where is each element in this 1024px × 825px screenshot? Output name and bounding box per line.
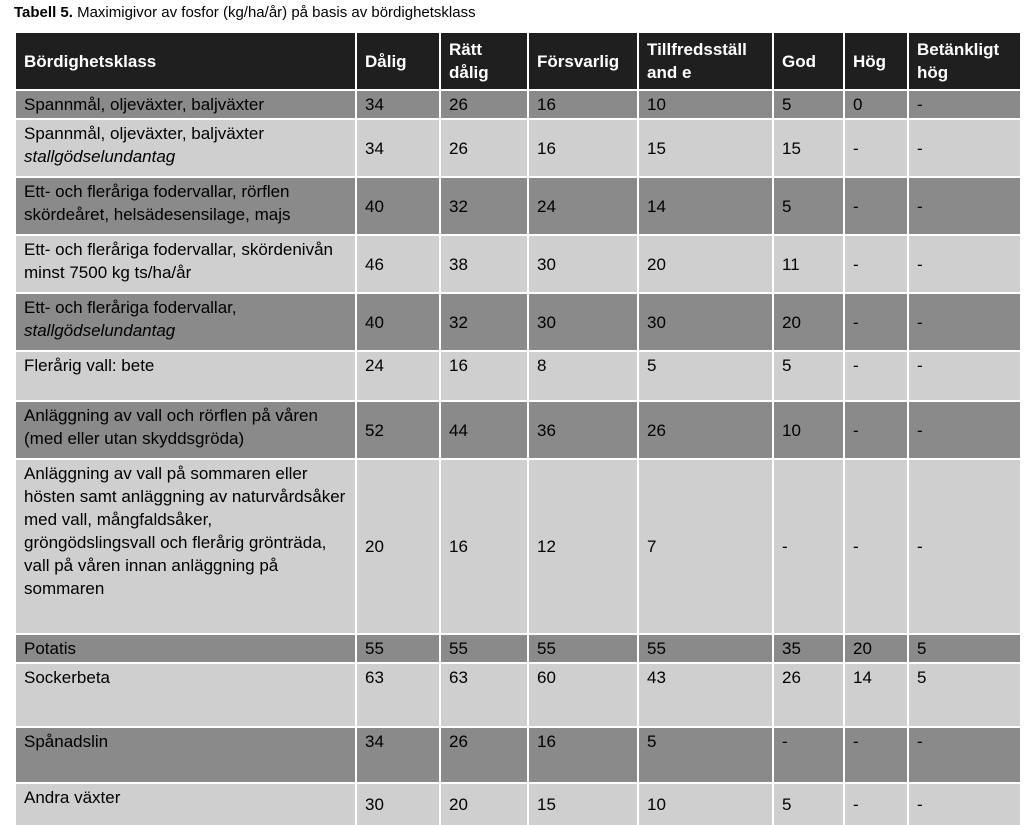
value-cell: 11 — [773, 235, 844, 293]
value-cell: 20 — [440, 783, 528, 825]
crop-name: Andra växter — [24, 788, 121, 807]
value-cell: 38 — [440, 235, 528, 293]
caption-label: Tabell 5. — [14, 4, 73, 21]
header-cell: Försvarlig — [528, 32, 638, 90]
value-cell: - — [908, 177, 1021, 235]
value-cell: 32 — [440, 177, 528, 235]
value-cell: 34 — [356, 119, 440, 177]
crop-cell — [15, 634, 356, 663]
crop-name: Spånadslin — [24, 732, 109, 751]
header-cell: Rätt dålig — [440, 32, 528, 90]
table-row — [15, 401, 1021, 459]
table-row — [15, 177, 1021, 235]
value-cell: 15 — [528, 783, 638, 825]
value-cell: 30 — [528, 235, 638, 293]
crop-name: Spannmål, oljeväxter, baljväxter — [24, 124, 265, 143]
crop-cell — [15, 663, 356, 727]
value-cell: 12 — [528, 459, 638, 634]
value-cell: 10 — [773, 401, 844, 459]
value-cell: - — [908, 459, 1021, 634]
table-row — [15, 235, 1021, 293]
value-cell: - — [844, 783, 908, 825]
value-cell: 5 — [638, 727, 773, 783]
value-cell: - — [844, 293, 908, 351]
value-cell: - — [908, 727, 1021, 783]
crop-cell — [15, 727, 356, 783]
value-cell: 5 — [908, 663, 1021, 727]
value-cell: 63 — [440, 663, 528, 727]
crop-cell — [15, 293, 356, 351]
value-cell: - — [908, 119, 1021, 177]
value-cell: 10 — [638, 90, 773, 119]
crop-cell — [15, 90, 356, 119]
value-cell: 26 — [638, 401, 773, 459]
crop-cell — [15, 177, 356, 235]
value-cell: - — [773, 727, 844, 783]
value-cell: 63 — [356, 663, 440, 727]
value-cell: 26 — [440, 119, 528, 177]
value-cell: 60 — [528, 663, 638, 727]
value-cell: - — [844, 351, 908, 401]
value-cell: 36 — [528, 401, 638, 459]
value-cell: 16 — [528, 90, 638, 119]
value-cell: - — [908, 401, 1021, 459]
value-cell: 15 — [773, 119, 844, 177]
crop-name: Ett- och fleråriga fodervallar, rörflen skördeåret, helsädesensilage, majs — [24, 182, 291, 224]
value-cell: 26 — [440, 90, 528, 119]
value-cell: 30 — [356, 783, 440, 825]
value-cell: - — [844, 235, 908, 293]
table-row — [15, 459, 1021, 634]
value-cell: - — [908, 235, 1021, 293]
crop-name: Spannmål, oljeväxter, baljväxter — [24, 95, 265, 114]
phosphorus-table — [14, 31, 1022, 825]
crop-name: Flerårig vall: bete — [24, 356, 155, 375]
value-cell: 7 — [638, 459, 773, 634]
value-cell: 16 — [528, 119, 638, 177]
value-cell: 16 — [440, 459, 528, 634]
value-cell: 55 — [356, 634, 440, 663]
value-cell: 46 — [356, 235, 440, 293]
value-cell: - — [844, 727, 908, 783]
value-cell: 52 — [356, 401, 440, 459]
value-cell: 5 — [908, 634, 1021, 663]
value-cell: 20 — [773, 293, 844, 351]
value-cell: 24 — [356, 351, 440, 401]
value-cell: 55 — [440, 634, 528, 663]
value-cell: 15 — [638, 119, 773, 177]
value-cell: - — [908, 293, 1021, 351]
value-cell: 16 — [440, 351, 528, 401]
value-cell: 32 — [440, 293, 528, 351]
value-cell: 8 — [528, 351, 638, 401]
value-cell: 55 — [528, 634, 638, 663]
crop-name: Sockerbeta — [24, 668, 110, 687]
crop-name: Potatis — [24, 639, 76, 658]
value-cell: - — [908, 90, 1021, 119]
value-cell: 5 — [773, 177, 844, 235]
crop-name: Ett- och fleråriga fodervallar, skördenivån minst 7500 kg ts/ha/år — [24, 240, 333, 282]
value-cell: - — [844, 177, 908, 235]
crop-name: Ett- och fleråriga fodervallar, — [24, 298, 237, 317]
value-cell: 20 — [638, 235, 773, 293]
table-body — [15, 90, 1021, 825]
value-cell: - — [844, 401, 908, 459]
value-cell: 34 — [356, 727, 440, 783]
value-cell: - — [908, 783, 1021, 825]
value-cell: 55 — [638, 634, 773, 663]
value-cell: 43 — [638, 663, 773, 727]
value-cell: 16 — [528, 727, 638, 783]
value-cell: 40 — [356, 177, 440, 235]
header-row — [15, 32, 1021, 90]
table-row — [15, 119, 1021, 177]
value-cell: 26 — [773, 663, 844, 727]
value-cell: 0 — [844, 90, 908, 119]
header-cell: Dålig — [356, 32, 440, 90]
crop-cell — [15, 119, 356, 177]
value-cell: 5 — [773, 783, 844, 825]
caption-text: Maximigivor av fosfor (kg/ha/år) på basis av bördighetsklass — [77, 4, 476, 21]
value-cell: 24 — [528, 177, 638, 235]
crop-exception: stallgödselundantag — [24, 321, 176, 340]
crop-cell — [15, 401, 356, 459]
header-cell: Hög — [844, 32, 908, 90]
value-cell: 35 — [773, 634, 844, 663]
crop-name: Anläggning av vall på sommaren eller hösten samt anläggning av naturvårdsåker med vall, mångfaldsåker, gröngödslingsvall och flerårig grönträda, vall på våren innan anläggning på sommaren — [24, 464, 346, 598]
header-cell: God — [773, 32, 844, 90]
value-cell: 5 — [773, 351, 844, 401]
crop-name: Anläggning av vall och rörflen på våren (med eller utan skyddsgröda) — [24, 406, 318, 448]
crop-exception: stallgödselundantag — [24, 147, 176, 166]
value-cell: - — [844, 119, 908, 177]
header-cell: Tillfredsställ and e — [638, 32, 773, 90]
value-cell: - — [773, 459, 844, 634]
value-cell: 20 — [356, 459, 440, 634]
value-cell: 30 — [528, 293, 638, 351]
table-row — [15, 783, 1021, 825]
header-cell: Bördighetsklass — [15, 32, 356, 90]
value-cell: 5 — [638, 351, 773, 401]
table-row — [15, 293, 1021, 351]
header-cell: Betänkligt hög — [908, 32, 1021, 90]
value-cell: 5 — [773, 90, 844, 119]
crop-cell — [15, 351, 356, 401]
table-row — [15, 727, 1021, 783]
value-cell: 26 — [440, 727, 528, 783]
value-cell: 40 — [356, 293, 440, 351]
crop-cell — [15, 459, 356, 634]
value-cell: - — [844, 459, 908, 634]
table-caption — [14, 4, 476, 22]
value-cell: 14 — [638, 177, 773, 235]
table-row — [15, 634, 1021, 663]
value-cell: 20 — [844, 634, 908, 663]
crop-cell — [15, 783, 356, 825]
table-row — [15, 663, 1021, 727]
value-cell: - — [908, 351, 1021, 401]
value-cell: 14 — [844, 663, 908, 727]
value-cell: 30 — [638, 293, 773, 351]
value-cell: 34 — [356, 90, 440, 119]
crop-cell — [15, 235, 356, 293]
value-cell: 10 — [638, 783, 773, 825]
table-row — [15, 90, 1021, 119]
table-row — [15, 351, 1021, 401]
value-cell: 44 — [440, 401, 528, 459]
